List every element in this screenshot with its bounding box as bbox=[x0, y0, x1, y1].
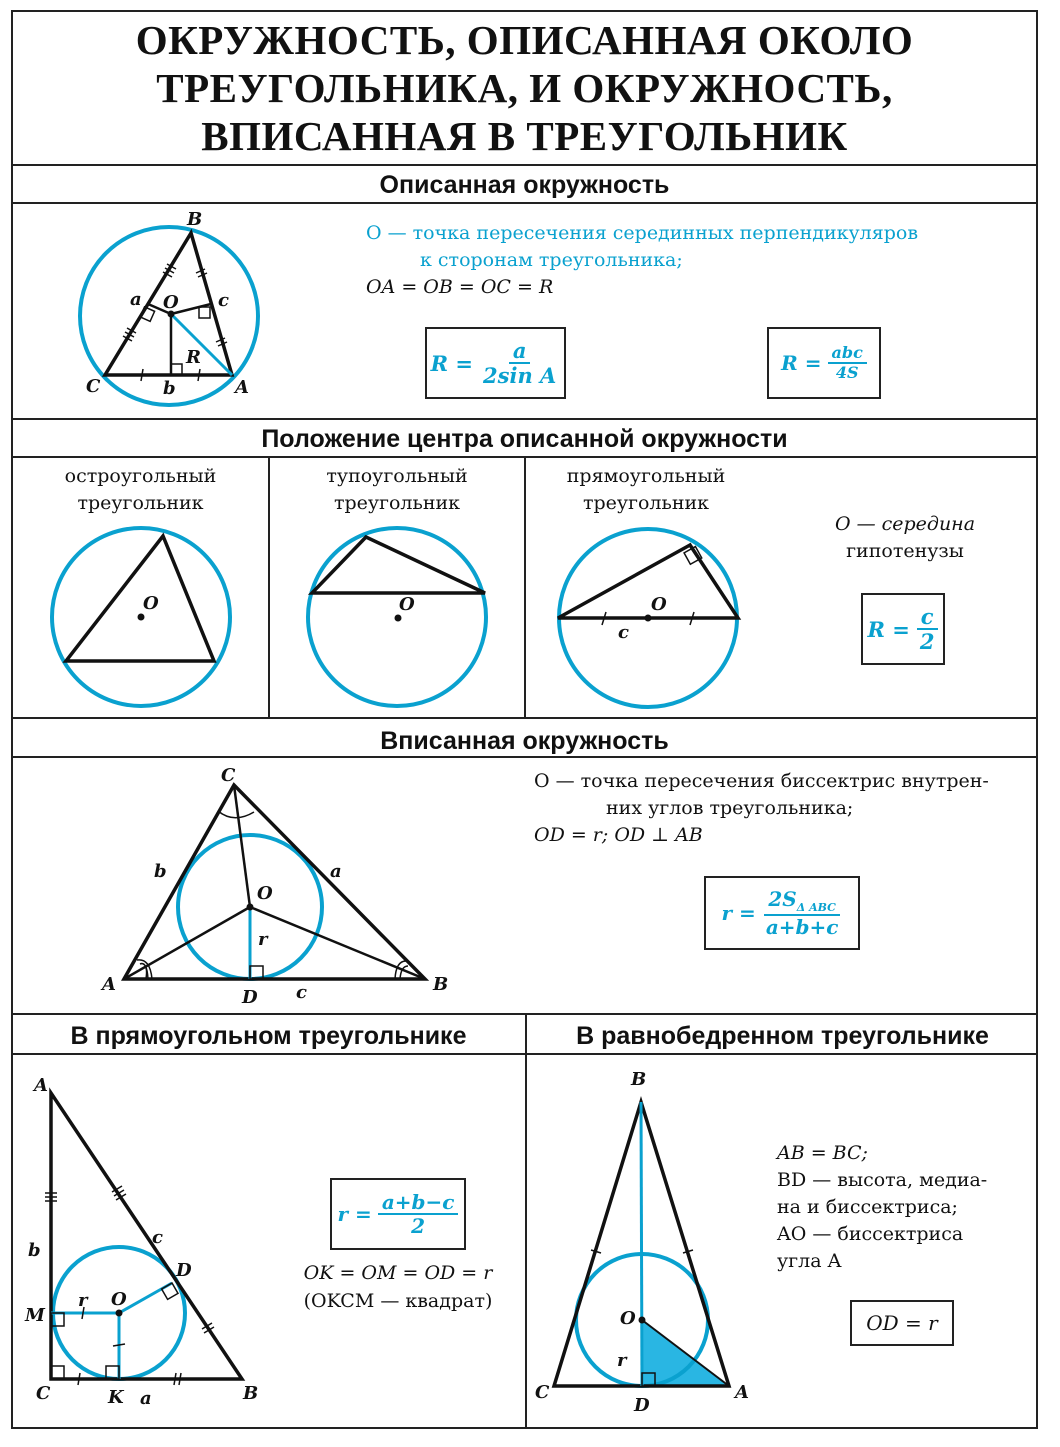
height-bd bbox=[641, 1102, 642, 1386]
acute-caption-line2: треугольник bbox=[77, 492, 204, 514]
right-label-a-vertex: A bbox=[34, 1075, 48, 1096]
right-note-line1: O — середина bbox=[834, 513, 976, 535]
inscribed-def-line1-text: O — точка пересечения биссектрис внутрен- bbox=[534, 770, 989, 792]
iso-label-d: D bbox=[634, 1395, 650, 1416]
acute-label-o: O bbox=[143, 593, 159, 614]
inscribed-label-a-side: a bbox=[330, 861, 342, 882]
right-note-line2: гипотенузы bbox=[846, 540, 964, 562]
obtuse-caption-line2: треугольник bbox=[333, 492, 461, 514]
inscribed-label-c-vertex: C bbox=[221, 765, 236, 786]
iso-label-o: O bbox=[620, 1308, 636, 1329]
inscribed-label-b-side: b bbox=[154, 861, 167, 882]
heading-right-triangle: В прямоугольном треугольнике bbox=[70, 1022, 467, 1050]
right-label-c-side: c bbox=[152, 1227, 163, 1248]
iso-label-c: C bbox=[535, 1382, 550, 1403]
inscribed-label-d: D bbox=[242, 987, 258, 1008]
heading-circumscribed: Описанная окружность bbox=[379, 171, 670, 199]
inscribed-label-r: r bbox=[258, 929, 268, 950]
right-label-c-vertex: C bbox=[36, 1383, 51, 1404]
right-eq1: OK = OM = OD = r bbox=[303, 1262, 493, 1284]
label-b-side: b bbox=[163, 378, 176, 399]
label-c-vertex: C bbox=[86, 376, 101, 397]
right-label-b-vertex: B bbox=[243, 1383, 259, 1404]
iso-line5: угла A bbox=[777, 1250, 842, 1272]
right-label-a-side: a bbox=[140, 1388, 152, 1409]
formula-r-half-c-lhs: R = bbox=[867, 616, 910, 642]
formula-r-right-num: a+b−c bbox=[378, 1191, 459, 1215]
formula-r-abc-lhs: R = bbox=[781, 351, 822, 375]
formula-r-sine-num: a bbox=[509, 339, 531, 364]
formula-r-inscribed-lhs: r = bbox=[721, 901, 756, 925]
right-eq2: (OKCM — квадрат) bbox=[303, 1290, 493, 1312]
formula-r-abc-num: abc bbox=[828, 344, 867, 364]
title-line-3: ВПИСАННАЯ В ТРЕУГОЛЬНИК bbox=[201, 113, 848, 159]
formula-r-inscribed-den: a+b+c bbox=[765, 915, 839, 940]
acute-caption-line1: остроугольный bbox=[64, 465, 217, 487]
label-a-side: a bbox=[130, 289, 142, 310]
right-caption-line2: треугольник bbox=[582, 492, 710, 514]
formula-r-sine-lhs: R = bbox=[430, 350, 474, 376]
title-line-1: ОКРУЖНОСТЬ, ОПИСАННАЯ ОКОЛО bbox=[135, 17, 914, 63]
inscribed-def-line2: них углов треугольника; bbox=[606, 797, 854, 819]
circumscribed-def-line2: к сторонам треугольника; bbox=[420, 249, 683, 271]
label-o: O bbox=[163, 292, 179, 313]
label-c-side: c bbox=[218, 290, 229, 311]
formula-r-half-c-num: c bbox=[917, 605, 938, 630]
heading-center-position: Положение центра описанной окружности bbox=[261, 425, 788, 453]
inscribed-equality: OD = r; OD ⊥ AB bbox=[534, 824, 703, 846]
inscribed-label-o: O bbox=[257, 883, 273, 904]
right-caption-line1: прямоугольный bbox=[566, 465, 726, 487]
iso-label-r: r bbox=[617, 1350, 627, 1371]
label-r: R bbox=[186, 347, 201, 368]
inscribed-label-b-vertex: B bbox=[433, 974, 449, 995]
title-line-2: ТРЕУГОЛЬНИКА, И ОКРУЖНОСТЬ, bbox=[156, 65, 893, 111]
isosceles-incenter-dot bbox=[639, 1317, 646, 1324]
iso-line3: на и биссектриса; bbox=[777, 1196, 958, 1218]
right-label-o: O bbox=[111, 1289, 127, 1310]
right-label-o: O bbox=[651, 594, 667, 615]
right-label-d: D bbox=[176, 1260, 192, 1281]
formula-r-abc-den: 4S bbox=[835, 363, 859, 382]
right-label-r: r bbox=[78, 1290, 88, 1311]
inscribed-label-c-side: c bbox=[296, 982, 307, 1003]
label-b-vertex: B bbox=[187, 209, 203, 230]
obtuse-label-o: O bbox=[399, 594, 415, 615]
right-label-m: M bbox=[25, 1305, 45, 1326]
formula-od-r bbox=[850, 1300, 954, 1346]
formula-r-half-c-den: 2 bbox=[919, 629, 935, 654]
inscribed-label-a-vertex: A bbox=[102, 974, 116, 995]
formula-r-inscribed-num: 2S bbox=[768, 886, 797, 911]
iso-line1: AB = BC; bbox=[777, 1142, 868, 1164]
isosceles-description bbox=[777, 1140, 987, 1275]
heading-isosceles: В равнобедренном треугольнике bbox=[576, 1022, 989, 1050]
label-a-vertex: A bbox=[235, 377, 249, 398]
iso-line4: AO — биссектриса bbox=[777, 1223, 964, 1245]
formula-r-right-lhs: r = bbox=[337, 1202, 372, 1226]
right-label-b-side: b bbox=[28, 1240, 41, 1261]
iso-label-b: B bbox=[631, 1069, 647, 1090]
formula-od-r-text: OD = r bbox=[866, 1311, 938, 1335]
right-label-k: K bbox=[108, 1387, 124, 1408]
formula-r-right-den: 2 bbox=[411, 1214, 426, 1238]
circumscribed-equality: OA = OB = OC = R bbox=[366, 276, 554, 298]
obtuse-caption-line1: тупоугольный bbox=[326, 465, 468, 487]
circumscribed-def-line1: O — точка пересечения серединных перпендикуляров bbox=[366, 222, 919, 244]
heading-inscribed: Вписанная окружность bbox=[380, 727, 669, 755]
formula-r-inscribed-sub: Δ ABC bbox=[796, 900, 836, 914]
right-label-c: c bbox=[618, 622, 629, 643]
formula-r-sine-den: 2sin A bbox=[483, 363, 557, 388]
iso-line2: BD — высота, медиа- bbox=[777, 1169, 988, 1191]
iso-label-a: A bbox=[735, 1382, 749, 1403]
